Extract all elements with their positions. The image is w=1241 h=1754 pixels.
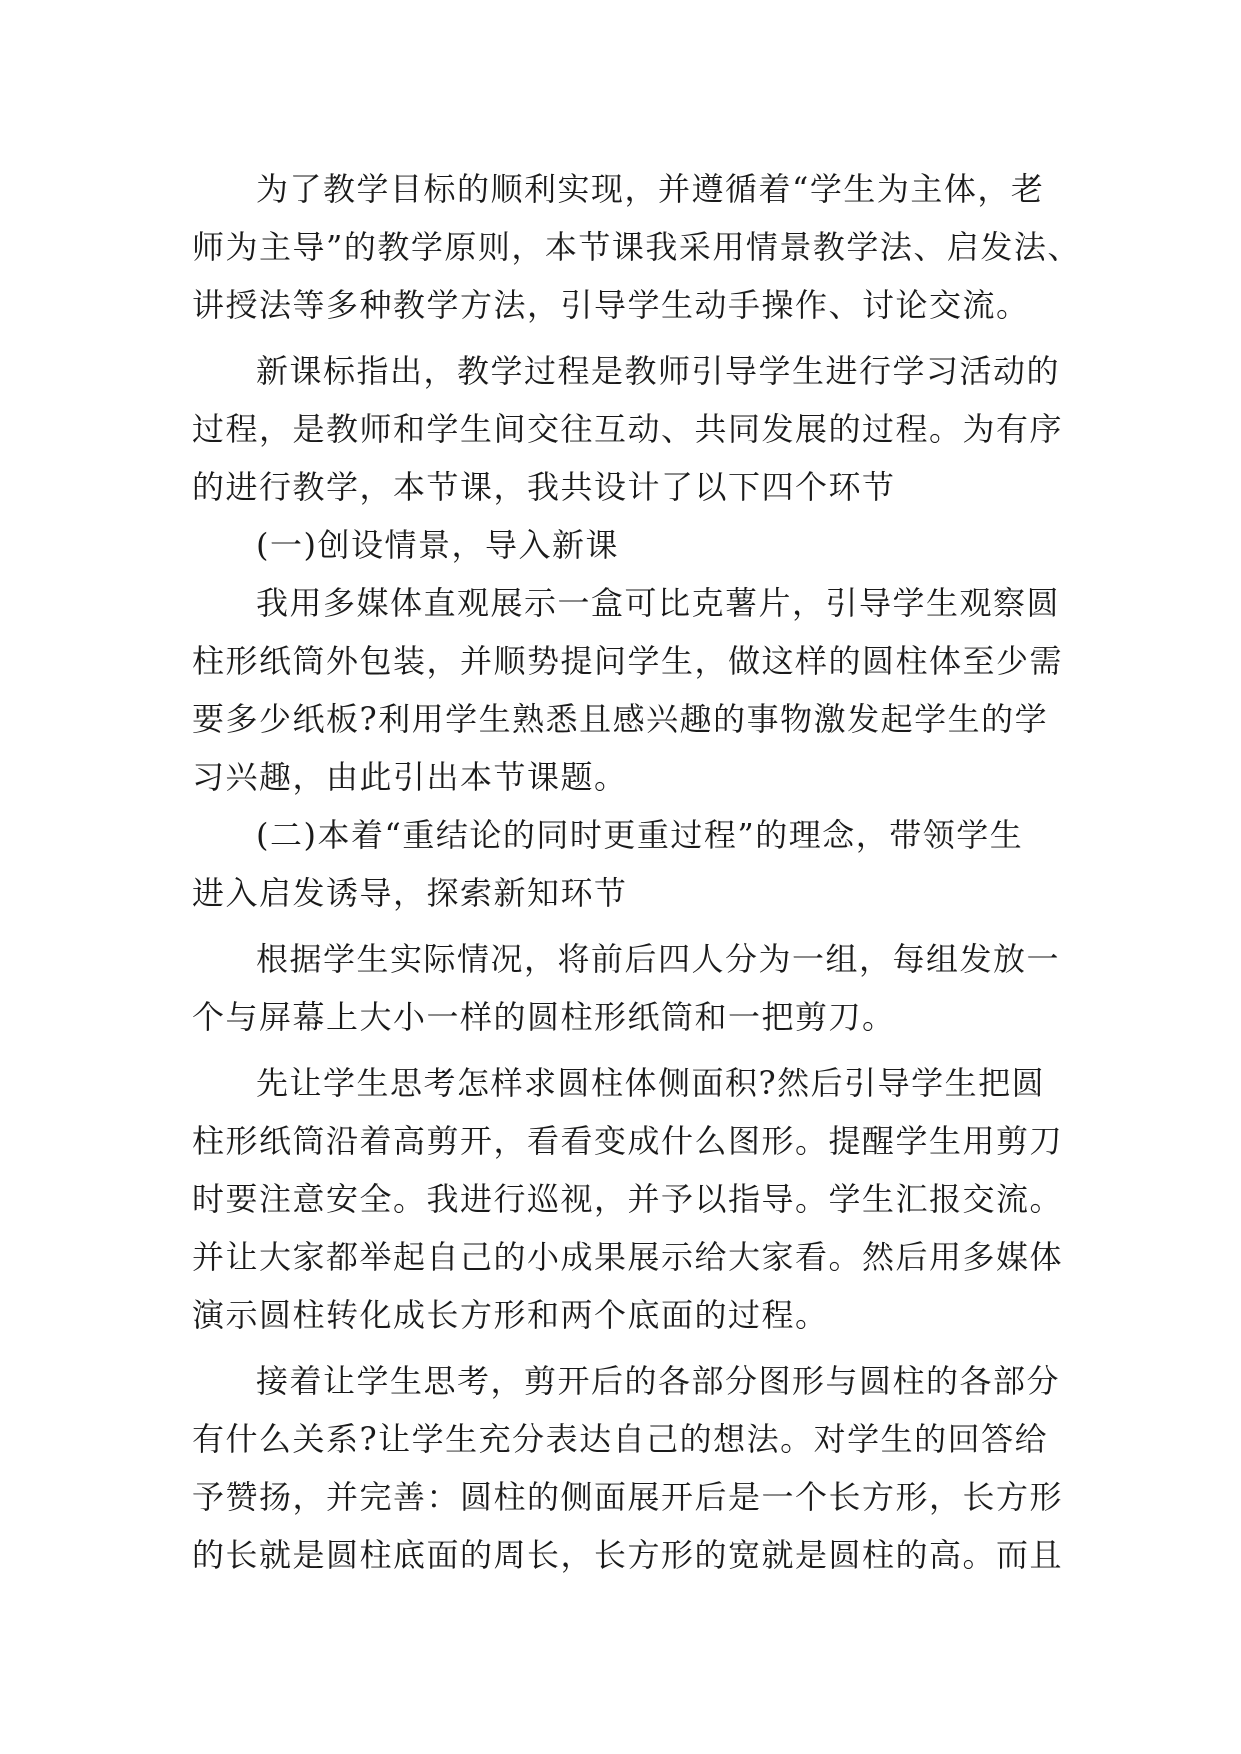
text-line: 要多少纸板?利用学生熟悉且感兴趣的事物激发起学生的学 bbox=[192, 700, 1049, 738]
text-line: (二)本着“重结论的同时更重过程”的理念，带领学生 bbox=[256, 816, 1024, 854]
text-line: 先让学生思考怎样求圆柱体侧面积?然后引导学生把圆 bbox=[256, 1064, 1046, 1102]
text-line: 讲授法等多种教学方法，引导学生动手操作、讨论交流。 bbox=[192, 286, 1030, 324]
text-line: 接着让学生思考，剪开后的各部分图形与圆柱的各部分 bbox=[256, 1362, 1061, 1400]
section-heading-1 bbox=[192, 516, 1062, 574]
text-line: 过程，是教师和学生间交往互动、共同发展的过程。为有序 bbox=[192, 410, 1064, 448]
text-line: 新课标指出，教学过程是教师引导学生进行学习活动的 bbox=[256, 352, 1061, 390]
text-line: 进入启发诱导，探索新知环节 bbox=[192, 874, 628, 912]
text-line: 柱形纸筒外包装，并顺势提问学生，做这样的圆柱体至少需 bbox=[192, 642, 1064, 680]
text-line: 根据学生实际情况，将前后四人分为一组，每组发放一 bbox=[256, 940, 1061, 978]
text-line: 我用多媒体直观展示一盒可比克薯片，引导学生观察圆 bbox=[256, 584, 1061, 622]
paragraph-4 bbox=[192, 930, 1062, 1046]
paragraph-6 bbox=[192, 1352, 1062, 1584]
text-line: 的进行教学，本节课，我共设计了以下四个环节 bbox=[192, 468, 896, 506]
text-line: 个与屏幕上大小一样的圆柱形纸筒和一把剪刀。 bbox=[192, 998, 896, 1036]
text-line: 时要注意安全。我进行巡视，并予以指导。学生汇报交流。 bbox=[192, 1180, 1064, 1218]
text-line: 柱形纸筒沿着高剪开，看看变成什么图形。提醒学生用剪刀 bbox=[192, 1122, 1064, 1160]
text-line: (一)创设情景，导入新课 bbox=[256, 526, 619, 564]
paragraph-5 bbox=[192, 1054, 1062, 1344]
text-line: 并让大家都举起自己的小成果展示给大家看。然后用多媒体 bbox=[192, 1238, 1064, 1276]
text-line: 为了教学目标的顺利实现，并遵循着“学生为主体，老 bbox=[256, 170, 1045, 208]
section-heading-2 bbox=[192, 806, 1062, 922]
paragraph-2 bbox=[192, 342, 1062, 516]
paragraph-1 bbox=[192, 160, 1081, 334]
text-line: 习兴趣，由此引出本节课题。 bbox=[192, 758, 628, 796]
text-line: 演示圆柱转化成长方形和两个底面的过程。 bbox=[192, 1296, 829, 1334]
text-line: 有什么关系?让学生充分表达自己的想法。对学生的回答给 bbox=[192, 1420, 1049, 1458]
paragraph-3 bbox=[192, 574, 1062, 806]
text-line: 予赞扬，并完善：圆柱的侧面展开后是一个长方形，长方形 bbox=[192, 1478, 1064, 1516]
text-line: 师为主导”的教学原则，本节课我采用情景教学法、启发法、 bbox=[192, 228, 1081, 266]
text-line: 的长就是圆柱底面的周长，长方形的宽就是圆柱的高。而且 bbox=[192, 1536, 1064, 1574]
document-body bbox=[192, 160, 1081, 1584]
